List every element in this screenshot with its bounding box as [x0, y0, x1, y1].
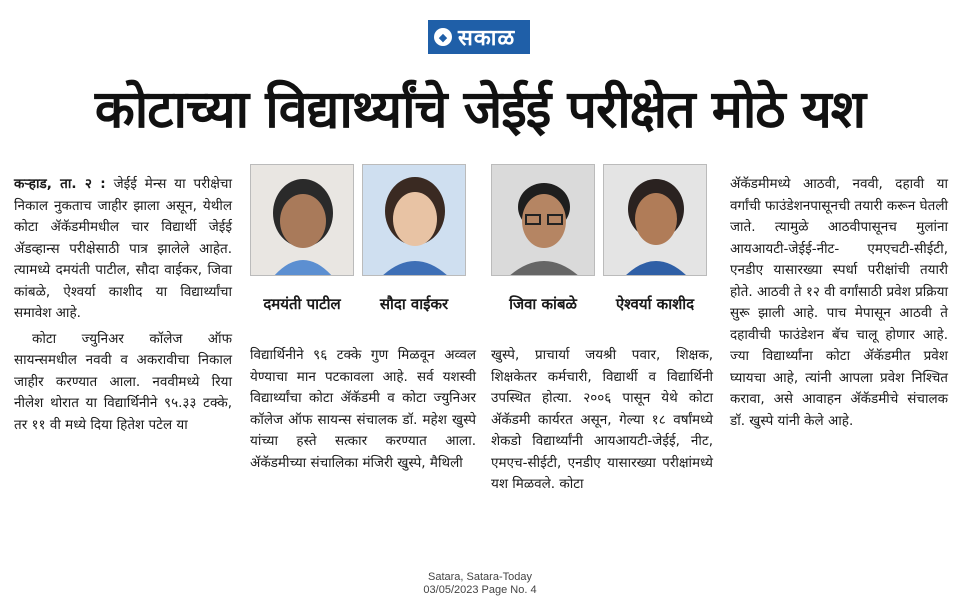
logo-emblem-icon: ◆ — [434, 28, 452, 46]
portrait-icon — [251, 165, 354, 276]
article-text: जेईई मेन्स या परीक्षेचा निकाल नुकताच जाहीर झाला असून, येथील कोटा ॲकॅडमीमधील चार विद्यार्थी जेईई ॲडव्हान्स परीक्षेसाठी पात्र झालेले आहेत. त्यामध्ये दमयंती पाटील, सौदा वाईकर, जिवा कांबळे, ऐश्वर्या काशीद या विद्यार्थ्यांचा समावेश आहे. — [14, 176, 232, 321]
dateline: कऱ्हाड, ता. २ : — [14, 176, 106, 192]
article-column-1 — [14, 174, 232, 440]
article-column-4 — [730, 174, 948, 436]
footer-edition: Satara, Satara-Today — [428, 571, 532, 583]
article-paragraph: विद्यार्थिनीने ९६ टक्के गुण मिळवून अव्वल येण्याचा मान पटकावला आहे. सर्व यशस्वी विद्यार्थ्यांचा कोटा ॲकॅडमी व कोटा ज्युनिअर कॉलेज ऑफ सायन्स संचालक डॉ. महेश खुस्पे यांच्या हस्ते सत्कार करण्यात आला. ॲकॅडमीच्या संचालिका मंजिरी खुस्पे, मैथिली — [250, 347, 476, 471]
article-paragraph — [14, 174, 232, 325]
portrait-icon — [492, 165, 595, 276]
masthead-logo — [428, 20, 530, 54]
photo-student-3 — [491, 164, 595, 276]
article-paragraph: खुस्पे, प्राचार्या जयश्री पवार, शिक्षक, शिक्षकेतर कर्मचारी, विद्यार्थी व विद्यार्थिनी उपस्थित होत्या. २००६ पासून येथे कोटा ॲकॅडमी कार्यरत असून, गेल्या १८ वर्षांमध्ये शेकडो विद्यार्थ्यांनी आयआयटी-जेईई, नीट, एमएच-सीईटी, एनडीए यासारख्या परीक्षांमध्ये यश मिळवले. कोटा — [491, 347, 713, 492]
article-paragraph: ॲकॅडमीमध्ये आठवी, नववी, दहावी या वर्गांची फाउंडेशनपासूनची तयारी करून घेतली जाते. त्यामुळे आठवीपासूनच मुलांना आयआयटी-जेईई-नीट- एमएचटी-सीईटी, एनडीए यासारख्या स्पर्धा परीक्षांची तयारी होते. आठवी ते १२ वी वर्गांसाठी प्रवेश प्रक्रिया सुरू झाली आहे. पाच मेपासून आठवी ते दहावीची फाउंडेशन बॅच चालू होणार आहे. ज्या विद्यार्थ्यांना कोटा ॲकॅडमीत प्रवेश घ्यायचा आहे, त्यांनी आपला प्रवेश निश्चित करावा, असे आवाहन ॲकॅडमीचे संचालक डॉ. खुस्पे यांनी केले आहे. — [730, 176, 948, 429]
portrait-icon — [363, 165, 466, 276]
photo-caption: जिवा कांबळे — [509, 295, 577, 313]
photo-student-2 — [362, 164, 466, 276]
photo-caption: सौदा वाईकर — [379, 295, 449, 313]
article-paragraph: कोटा ज्युनिअर कॉलेज ऑफ सायन्समधील नववी व अकरावीचा निकाल जाहीर करण्यात आला. नववीमध्ये रिया नीलेश थोरात या विद्यार्थिनीने ९५.३३ टक्के, तर ११ वी मध्ये दिया हितेश पटेल या — [14, 330, 232, 433]
photo-student-1 — [250, 164, 354, 276]
article-column-2 — [250, 345, 476, 478]
headline: कोटाच्या विद्यार्थ्यांचे जेईई परीक्षेत मोठे यश — [94, 80, 866, 140]
photo-student-4 — [603, 164, 707, 276]
photo-caption: ऐश्वर्या काशीद — [615, 295, 695, 313]
logo-text: सकाळ — [458, 26, 516, 51]
portrait-icon — [604, 165, 707, 276]
article-column-3 — [491, 345, 713, 500]
footer-date-page: 03/05/2023 Page No. 4 — [423, 584, 537, 596]
photo-caption: दमयंती पाटील — [263, 295, 341, 313]
